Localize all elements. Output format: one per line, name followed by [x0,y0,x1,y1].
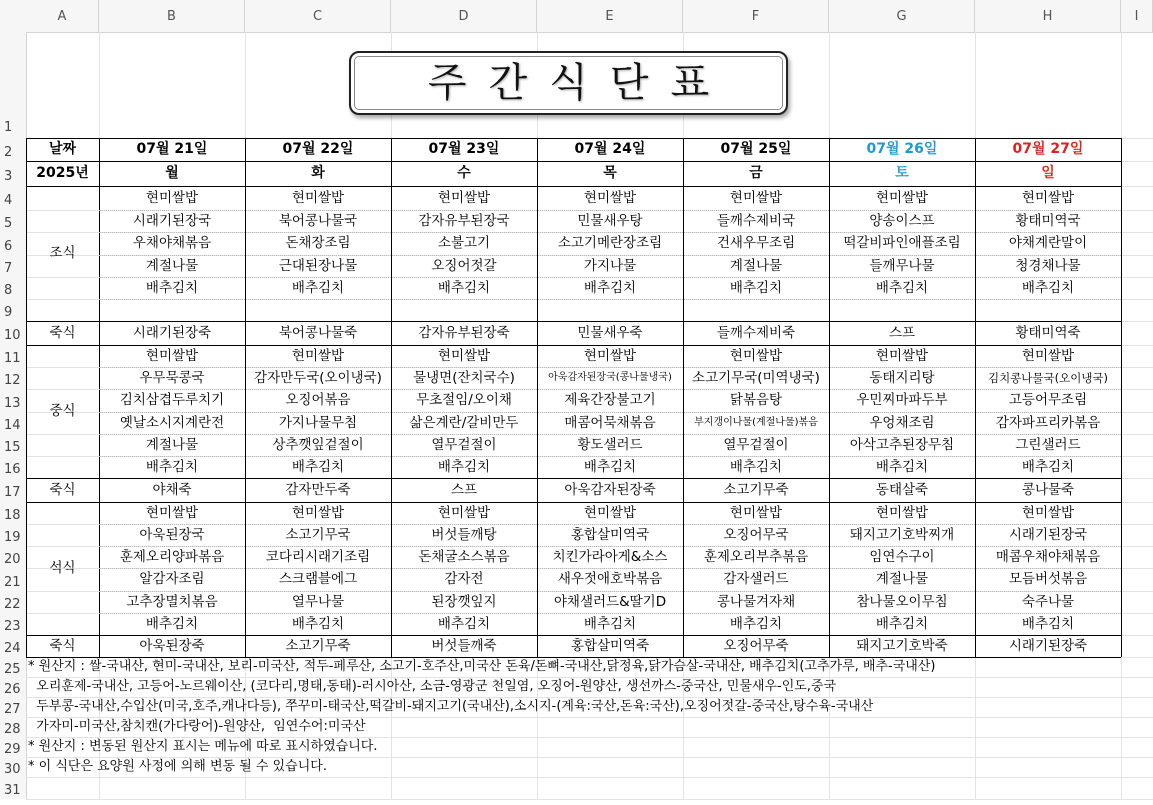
table-border [26,138,1121,139]
table-border [829,138,830,657]
origin-note[interactable]: * 원산지 : 변동된 원산지 표시는 메뉴에 따로 표시하였습니다. [28,739,378,754]
menu-item[interactable]: 현미쌀밥 [291,505,345,521]
table-border [26,138,27,657]
date-cell[interactable]: 07월 25일 [720,141,792,157]
column-header-h[interactable]: H [975,0,1121,32]
table-border [537,138,538,657]
menu-item[interactable]: 현미쌀밥 [875,505,929,521]
meal-label-lunch[interactable]: 중식 [49,403,76,419]
menu-item[interactable]: 열무나물 [291,594,345,610]
row-separator [99,277,1121,278]
porridge-item[interactable]: 들깨수제비죽 [716,325,796,341]
porridge-item[interactable]: 야채죽 [152,482,192,498]
origin-note[interactable]: 가자미-미국산,참치캔(가다랑어)-원양산, 임연수어:미국산 [28,719,366,734]
menu-item[interactable]: 현미쌀밥 [729,505,783,521]
column-header-f[interactable]: F [683,0,829,32]
menu-item[interactable]: 배추김치 [291,616,345,632]
row-header-29[interactable]: 29 [4,742,21,757]
row-separator [99,613,1121,614]
row-header-21[interactable]: 21 [4,575,21,590]
column-header-g[interactable]: G [829,0,975,32]
table-border [683,138,684,657]
gridline [26,777,1153,778]
date-cell[interactable]: 07월 22일 [282,141,354,157]
menu-item[interactable]: 시래기된장국 [132,213,212,229]
menu-item[interactable]: 현미쌀밥 [875,348,929,364]
date-cell[interactable]: 07월 26일 [866,141,938,157]
row-header-10[interactable]: 10 [4,328,21,343]
column-header-b[interactable]: B [99,0,245,32]
day-cell[interactable]: 일 [1041,165,1055,181]
column-header-e[interactable]: E [537,0,683,32]
menu-item[interactable]: 모듬버섯볶음 [1008,571,1088,587]
row-header-5[interactable]: 5 [4,216,13,231]
row-header-14[interactable]: 14 [4,418,21,433]
menu-item[interactable]: 현미쌀밥 [583,190,637,206]
row-separator [99,255,1121,256]
menu-item[interactable]: 계절나물 [145,258,199,274]
row-header-8[interactable]: 8 [4,283,13,298]
menu-item[interactable]: 현미쌀밥 [583,505,637,521]
menu-item[interactable]: 현미쌀밥 [291,348,345,364]
porridge-item[interactable]: 시래기된장죽 [132,325,212,341]
row-separator [99,591,1121,592]
porridge-label[interactable]: 죽식 [49,482,76,498]
menu-item[interactable]: 배추김치 [145,459,199,475]
porridge-item[interactable]: 북어콩나물죽 [278,325,358,341]
porridge-item[interactable]: 소고기무죽 [285,638,351,654]
menu-item[interactable]: 현미쌀밥 [145,505,199,521]
menu-item[interactable]: 김치콩나물국(오이냉국) [987,371,1109,385]
menu-item[interactable]: 현미쌀밥 [437,190,491,206]
porridge-item[interactable]: 콩나물죽 [1021,482,1075,498]
menu-item[interactable]: 배추김치 [729,280,783,296]
menu-item[interactable]: 우엉채조림 [869,415,935,431]
menu-item[interactable]: 소불고기 [437,235,491,251]
table-border [99,138,100,657]
row-header-4[interactable]: 4 [4,193,13,208]
menu-item[interactable]: 감자유부된장국 [418,213,510,229]
table-border [26,502,1121,503]
row-header-20[interactable]: 20 [4,552,21,567]
column-header-c[interactable]: C [245,0,391,32]
menu-item[interactable]: 숙주나물 [1021,594,1075,610]
menu-item[interactable]: 우무묵콩국 [139,370,205,386]
row-header-25[interactable]: 25 [4,662,21,677]
menu-item[interactable]: 물냉면(잔치국수) [413,370,515,386]
column-header-i[interactable]: I [1121,0,1153,32]
menu-item[interactable]: 우채야채볶음 [132,235,212,251]
menu-item[interactable]: 가지나물 [583,258,637,274]
page-title: 주간식단표 [427,60,732,106]
menu-item[interactable]: 배추김치 [583,459,637,475]
date-cell[interactable]: 07월 24일 [574,141,646,157]
menu-item[interactable]: 부지갱이나물(계절나물)볶음 [694,417,818,428]
meal-label-dinner[interactable]: 석식 [49,560,76,576]
menu-item[interactable]: 참나물오이무침 [856,594,948,610]
menu-item[interactable]: 임연수구이 [869,549,935,565]
menu-item[interactable]: 현미쌀밥 [1021,505,1075,521]
menu-item[interactable]: 현미쌀밥 [291,190,345,206]
row-header-17[interactable]: 17 [4,485,21,500]
row-separator [99,568,1121,569]
menu-item[interactable]: 아욱감자된장국(콩나물냉국) [548,372,672,383]
menu-item[interactable]: 아욱된장국 [139,527,205,543]
porridge-item[interactable]: 소고기무죽 [723,482,789,498]
row-header-7[interactable]: 7 [4,261,13,276]
row-header-27[interactable]: 27 [4,702,21,717]
menu-item[interactable]: 근대된장나물 [278,258,358,274]
menu-item[interactable]: 현미쌀밥 [437,505,491,521]
row-header-26[interactable]: 26 [4,682,21,697]
table-border [26,478,1121,479]
menu-item[interactable]: 배추김치 [145,616,199,632]
menu-item[interactable]: 아삭고추된장무침 [849,437,955,453]
menu-item[interactable]: 현미쌀밥 [437,348,491,364]
porridge-item[interactable]: 홍합살미역죽 [570,638,650,654]
menu-item[interactable]: 현미쌀밥 [145,190,199,206]
menu-item[interactable]: 야채계란말이 [1008,235,1088,251]
origin-note[interactable]: * 원산지 : 쌀-국내산, 현미-국내산, 보리-미국산, 적두-페루산, 소고기-호주산,미국산 돈육/돈뼈-국내산,닭정육,닭가슴살-국내산, 배추김치(고추가루, 배추-국내산) [28,659,936,674]
menu-item[interactable]: 계절나물 [729,258,783,274]
row-header-31[interactable]: 31 [4,783,21,798]
menu-item[interactable]: 배추김치 [291,280,345,296]
menu-item[interactable]: 배추김치 [875,616,929,632]
menu-item[interactable]: 시래기된장국 [1008,527,1088,543]
menu-item[interactable]: 알감자조림 [139,571,205,587]
menu-item[interactable]: 오징어볶음 [285,392,351,408]
menu-item[interactable]: 감자샐러드 [723,571,789,587]
porridge-item[interactable]: 감자유부된장죽 [418,325,510,341]
table-border [26,345,1121,346]
porridge-item[interactable]: 황태미역죽 [1015,325,1081,341]
title-box [349,51,788,115]
table-border [245,138,246,657]
menu-item[interactable]: 제육간장불고기 [564,392,656,408]
menu-item[interactable]: 북어콩나물국 [278,213,358,229]
menu-item[interactable]: 감자만두국(오이냉국) [254,370,382,386]
row-header-30[interactable]: 30 [4,762,21,777]
menu-item[interactable]: 배추김치 [875,459,929,475]
menu-item[interactable]: 고등어무조림 [1008,392,1088,408]
menu-item[interactable]: 배추김치 [729,616,783,632]
date-cell[interactable]: 07월 27일 [1012,141,1084,157]
menu-item[interactable]: 소고기메란장조림 [557,235,663,251]
menu-item[interactable]: 홍합살미역국 [570,527,650,543]
menu-item[interactable]: 매콤우채야채볶음 [995,549,1101,565]
day-cell[interactable]: 목 [603,165,617,181]
menu-item[interactable]: 닭볶음탕 [729,392,783,408]
row-separator [99,299,1121,300]
menu-item[interactable]: 현미쌀밥 [729,348,783,364]
menu-item[interactable]: 양송이스프 [869,213,935,229]
menu-item[interactable]: 코다리시래기조림 [265,549,371,565]
row-header-19[interactable]: 19 [4,530,21,545]
menu-item[interactable]: 상추깻잎겉절이 [272,437,364,453]
table-border [975,138,976,657]
origin-note[interactable]: * 이 식단은 요양원 사정에 의해 변동 될 수 있습니다. [28,759,327,774]
porridge-item[interactable]: 감자만두죽 [285,482,351,498]
menu-item[interactable]: 현미쌀밥 [145,348,199,364]
row-separator [99,546,1121,547]
row-header-28[interactable]: 28 [4,722,21,737]
menu-item[interactable]: 훈제오리양파볶음 [119,549,225,565]
row-separator [99,367,1121,368]
menu-item[interactable]: 감자파프리카볶음 [995,415,1101,431]
menu-item[interactable]: 동태지리탕 [869,370,935,386]
porridge-item[interactable]: 버섯들깨죽 [431,638,497,654]
menu-item[interactable]: 오징어무국 [723,527,789,543]
table-border [26,321,1121,322]
day-cell[interactable]: 화 [311,165,325,181]
menu-item[interactable]: 우민찌마파두부 [856,392,948,408]
menu-item[interactable]: 삶은계란/갈비만두 [409,415,519,431]
menu-item[interactable]: 김치삼겹두루치기 [119,392,225,408]
date-label[interactable]: 날짜 [48,141,77,157]
row-header-11[interactable]: 11 [4,351,21,366]
menu-item[interactable]: 새우젓애호박볶음 [557,571,663,587]
menu-item[interactable]: 들깨무나물 [869,258,935,274]
porridge-item[interactable]: 시래기된장죽 [1008,638,1088,654]
row-header-bar [0,32,27,799]
row-header-18[interactable]: 18 [4,508,21,523]
menu-item[interactable]: 된장깻잎지 [431,594,497,610]
row-header-2[interactable]: 2 [4,145,13,160]
menu-item[interactable]: 옛날소시지계란전 [119,415,225,431]
menu-item[interactable]: 배추김치 [145,280,199,296]
porridge-item[interactable]: 스프 [888,325,916,341]
table-border [26,635,1121,636]
menu-item[interactable]: 현미쌀밥 [875,190,929,206]
menu-item[interactable]: 계절나물 [145,437,199,453]
row-separator [99,456,1121,457]
menu-item[interactable]: 현미쌀밥 [583,348,637,364]
menu-item[interactable]: 열무겉절이 [723,437,789,453]
menu-item[interactable]: 소고기무국(미역냉국) [692,370,820,386]
porridge-item[interactable]: 오징어무죽 [723,638,789,654]
menu-item[interactable]: 현미쌀밥 [1021,190,1075,206]
menu-item[interactable]: 돼지고기호박찌개 [849,527,955,543]
year-label[interactable]: 2025년 [36,165,89,181]
menu-item[interactable]: 오징어젓갈 [431,258,497,274]
porridge-item[interactable]: 스프 [450,482,478,498]
porridge-item[interactable]: 아욱된장죽 [139,638,205,654]
porridge-item[interactable]: 동태살죽 [875,482,929,498]
menu-item[interactable]: 배추김치 [437,280,491,296]
gridline [26,799,1153,800]
row-separator [99,210,1121,211]
origin-note[interactable]: 오리훈제-국내산, 고등어-노르웨이산, (코다리,명태,동태)-러시아산, 소금-영광군 천일염, 오징어-원양산, 생선까스-중국산, 민물새우-인도,중국 [28,679,837,694]
day-cell[interactable]: 수 [457,165,471,181]
menu-item[interactable]: 감자전 [444,571,484,587]
row-header-23[interactable]: 23 [4,619,21,634]
menu-item[interactable]: 치킨가라아게&소스 [552,549,668,565]
row-header-15[interactable]: 15 [4,440,21,455]
column-header-d[interactable]: D [391,0,537,32]
menu-item[interactable]: 배추김치 [583,616,637,632]
meal-label-breakfast[interactable]: 조식 [49,245,76,261]
menu-item[interactable]: 현미쌀밥 [1021,348,1075,364]
row-header-6[interactable]: 6 [4,239,13,254]
menu-item[interactable]: 들깨수제비국 [716,213,796,229]
row-header-1[interactable]: 1 [4,120,13,135]
porridge-item[interactable]: 민물새우죽 [577,325,643,341]
origin-note[interactable]: 두부콩-국내산,수입산(미국,호주,캐나다등), 쭈꾸미-태국산,떡갈비-돼지고기(국내산),소시지-(계육:국산,돈육:국산),오징어젓갈-중국산,탕수육-국내산 [28,699,874,714]
menu-item[interactable]: 민물새우탕 [577,213,643,229]
menu-item[interactable]: 배추김치 [875,280,929,296]
menu-item[interactable]: 스크램블에그 [278,571,358,587]
row-header-24[interactable]: 24 [4,641,21,656]
row-header-16[interactable]: 16 [4,462,21,477]
table-border [26,186,1121,187]
column-header-a[interactable]: A [26,0,99,32]
menu-item[interactable]: 배추김치 [729,459,783,475]
menu-item[interactable]: 계절나물 [875,571,929,587]
row-separator [99,412,1121,413]
row-separator [99,232,1121,233]
row-header-9[interactable]: 9 [4,305,13,320]
menu-item[interactable]: 버섯들깨탕 [431,527,497,543]
date-cell[interactable]: 07월 23일 [428,141,500,157]
date-cell[interactable]: 07월 21일 [136,141,208,157]
menu-item[interactable]: 무초절임/오이채 [416,392,512,408]
menu-item[interactable]: 소고기무국 [285,527,351,543]
porridge-item[interactable]: 돼지고기호박죽 [856,638,948,654]
menu-item[interactable]: 황도샐러드 [577,437,643,453]
day-cell[interactable]: 금 [749,165,763,181]
porridge-label[interactable]: 죽식 [49,638,76,654]
table-border [1121,138,1122,657]
day-cell[interactable]: 월 [165,165,179,181]
row-header-13[interactable]: 13 [4,396,21,411]
menu-item[interactable]: 청경채나물 [1015,258,1081,274]
row-separator [99,524,1121,525]
column-header-bar [0,0,1153,33]
menu-item[interactable]: 돈채굴소스볶음 [418,549,510,565]
table-border [391,138,392,657]
menu-item[interactable]: 배추김치 [437,459,491,475]
porridge-item[interactable]: 아욱감자된장죽 [564,482,656,498]
menu-item[interactable]: 매콤어묵채볶음 [564,415,656,431]
menu-item[interactable]: 훈제오리부추볶음 [703,549,809,565]
menu-item[interactable]: 배추김치 [291,459,345,475]
table-border [26,161,1121,162]
day-cell[interactable]: 토 [895,165,909,181]
row-header-12[interactable]: 12 [4,373,21,388]
porridge-label[interactable]: 죽식 [49,325,76,341]
menu-item[interactable]: 건새우무조림 [716,235,796,251]
row-header-3[interactable]: 3 [4,169,13,184]
menu-item[interactable]: 배추김치 [1021,459,1075,475]
row-separator [99,434,1121,435]
menu-item[interactable]: 콩나물겨자채 [716,594,796,610]
menu-item[interactable]: 현미쌀밥 [729,190,783,206]
menu-item[interactable]: 열무겉절이 [431,437,497,453]
menu-item[interactable]: 떡갈비파인애플조림 [843,235,961,251]
menu-item[interactable]: 그린샐러드 [1015,437,1081,453]
row-header-22[interactable]: 22 [4,597,21,612]
menu-item[interactable]: 야채샐러드&딸기D [553,594,667,610]
menu-item[interactable]: 가지나물무침 [278,415,358,431]
menu-item[interactable]: 고추장멸치볶음 [126,594,218,610]
menu-item[interactable]: 황태미역국 [1015,213,1081,229]
menu-item[interactable]: 배추김치 [583,280,637,296]
menu-item[interactable]: 배추김치 [437,616,491,632]
menu-item[interactable]: 배추김치 [1021,280,1075,296]
menu-item[interactable]: 배추김치 [1021,616,1075,632]
menu-item[interactable]: 돈채장조림 [285,235,351,251]
row-separator [99,389,1121,390]
